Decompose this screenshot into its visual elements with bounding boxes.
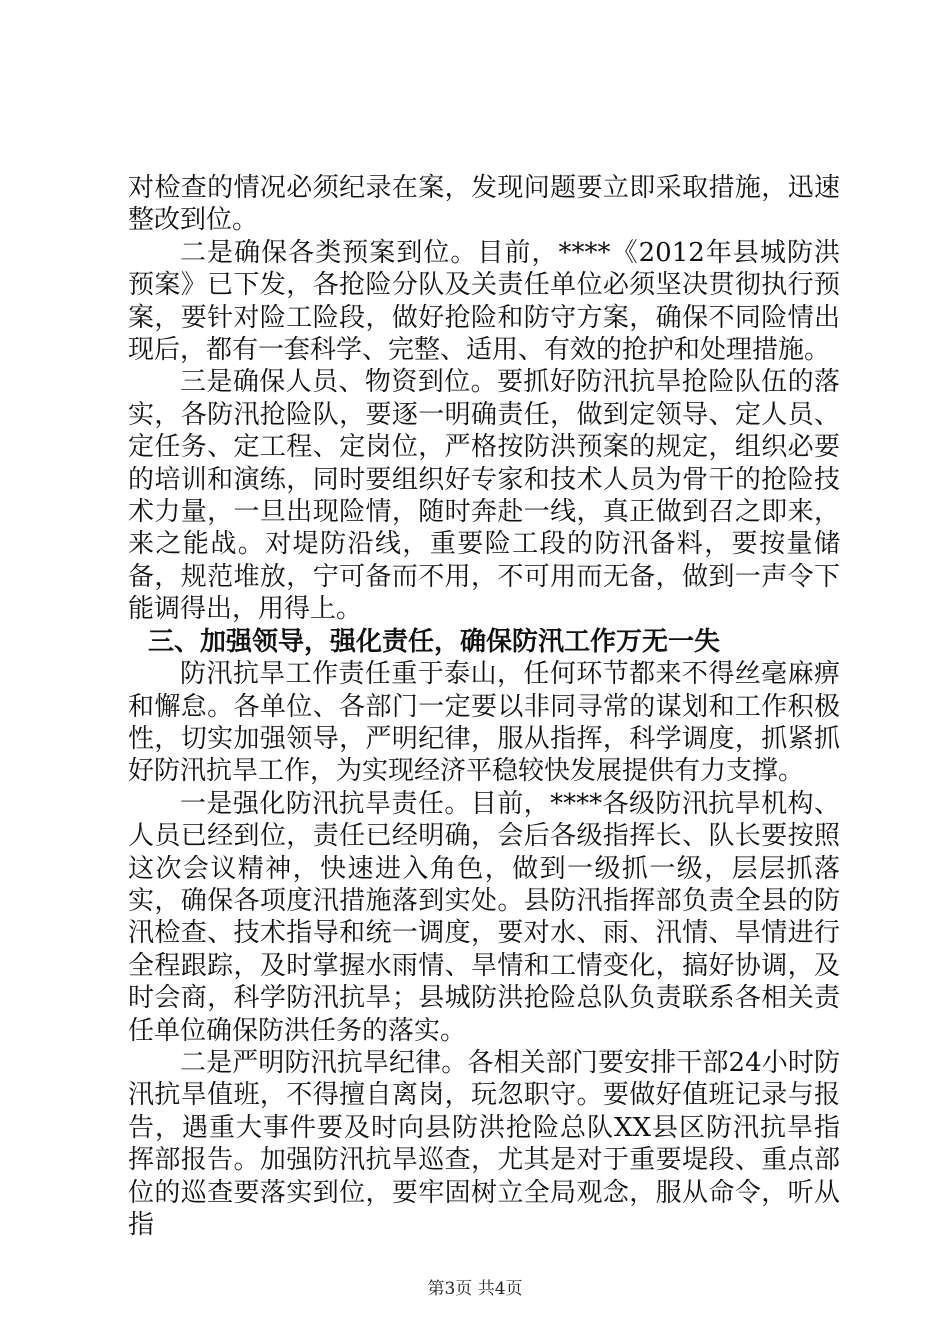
paragraph-continuation: 对检查的情况必须纪录在案，发现问题要立即采取措施，迅速整改到位。 [128,173,840,236]
paragraph-plans: 二是确保各类预案到位。目前，****《2012年县城防洪预案》已下发，各抢险分队及关责任单位必须坚决贯彻执行预案，要针对险工险段，做好抢险和防守方案，确保不同险情出现后，都有一套科学、完整、适用、有效的抢护和处理措施。 [128,237,840,366]
paragraph-discipline: 二是严明防汛抗旱纪律。各相关部门要安排干部24小时防汛抗旱值班，不得擅自离岗，玩忽职守。要做好值班记录与报告，遇重大事件要及时向县防洪抢险总队XX县区防汛抗旱指挥部报告。加强防汛抗旱巡查，尤其是对于重要堤段、重点部位的巡查要落实到位，要牢固树立全局观念，服从命令，听从指 [128,1047,840,1240]
paragraph-personnel-materials: 三是确保人员、物资到位。要抓好防汛抗旱抢险队伍的落实，各防汛抢险队，要逐一明确责任，做到定领导、定人员、定任务、定工程、定岗位，严格按防洪预案的规定，组织必要的培训和演练，同时要组织好专家和技术人员为骨干的抢险技术力量，一旦出现险情，随时奔赴一线，真正做到召之即来，来之能战。对堤防沿线，重要险工段的防汛备料，要按量储备，规范堆放，宁可备而不用，不可用而无备，做到一声令下能调得出，用得上。 [128,367,840,625]
section-heading-three: 三、加强领导，强化责任，确保防汛工作万无一失 [148,626,721,657]
page-number-footer: 第3页 共4页 [427,1279,523,1299]
paragraph-responsibility-intro: 防汛抗旱工作责任重于泰山，任何环节都来不得丝毫麻痹和懈怠。各单位、各部门一定要以非同寻常的谋划和工作积极性，切实加强领导，严明纪律，服从指挥，科学调度，抓紧抓好防汛抗旱工作，为实现经济平稳较快发展提供有力支撑。 [128,659,840,787]
document-body [128,172,840,1241]
paragraph-strengthen-responsibility: 一是强化防汛抗旱责任。目前，****各级防汛抗旱机构、人员已经到位，责任已经明确，会后各级指挥长、队长要按照这次会议精神，快速进入角色，做到一级抓一级，层层抓落实，确保各项度汛措施落到实处。县防汛指挥部负责全县的防汛检查、技术指导和统一调度，要对水、雨、汛情、旱情进行全程跟踪，及时掌握水雨情、旱情和工情变化，搞好协调，及时会商，科学防汛抗旱；县城防洪抢险总队负责联系各相关责任单位确保防洪任务的落实。 [128,788,840,1046]
